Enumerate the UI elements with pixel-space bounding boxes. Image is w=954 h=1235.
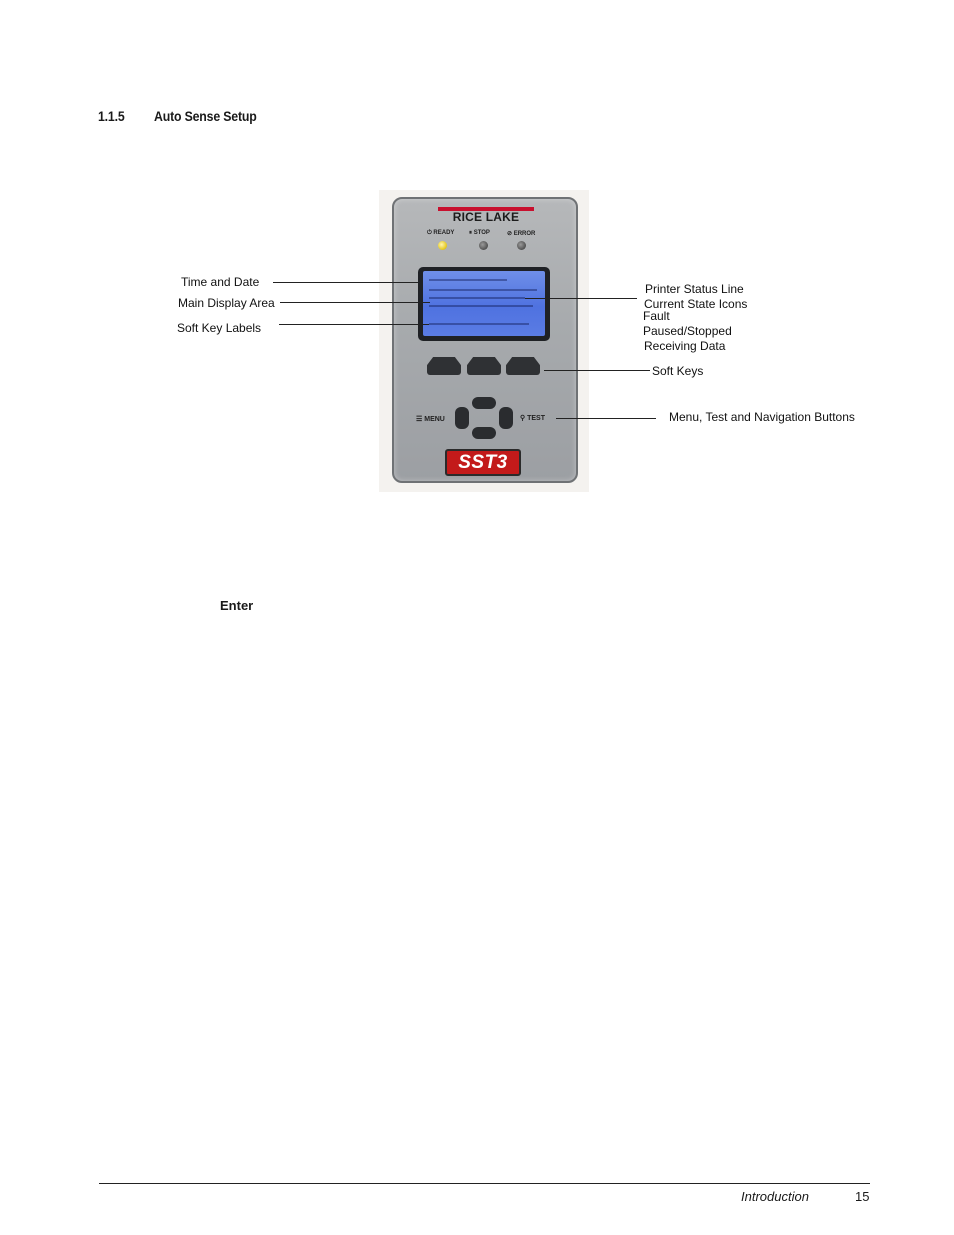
- lcd-status-line: [429, 279, 507, 281]
- lcd-text-line: [429, 305, 533, 307]
- soft-key-3[interactable]: [506, 357, 540, 375]
- pause-icon: ⏸: [469, 230, 473, 236]
- test-label: ⚲ TEST: [520, 415, 545, 422]
- leader-line: [273, 282, 418, 283]
- callout-time-and-date: Time and Date: [181, 275, 260, 289]
- lcd-text-line: [429, 297, 525, 299]
- footer-rule: [99, 1183, 870, 1184]
- lcd-display: [423, 271, 545, 336]
- leader-line: [280, 302, 430, 303]
- error-icon: ⊘: [507, 231, 513, 237]
- indicator-error-label: ⊘ ERROR: [507, 231, 536, 237]
- magnifier-icon: ⚲: [520, 415, 526, 422]
- nav-up-button[interactable]: [472, 397, 496, 409]
- callout-receiving-data: Receiving Data: [644, 339, 726, 353]
- indicator-ready-label: ⏻ READY: [427, 230, 455, 236]
- callout-soft-keys: Soft Keys: [652, 364, 704, 378]
- navigation-pad: [451, 395, 517, 443]
- leader-line: [544, 370, 650, 371]
- nav-right-button[interactable]: [499, 407, 513, 429]
- soft-key-2[interactable]: [467, 357, 501, 375]
- section-title: Auto Sense Setup: [154, 108, 257, 124]
- model-badge: SST3: [445, 449, 521, 476]
- callout-soft-key-labels: Soft Key Labels: [177, 321, 262, 335]
- callout-nav-buttons: Menu, Test and Navigation Buttons: [669, 410, 855, 424]
- page-number: 15: [855, 1189, 870, 1204]
- error-led: [517, 241, 526, 250]
- brand-logo: RICE LAKE: [452, 210, 520, 224]
- callout-current-state-icons: Current State Icons: [644, 297, 748, 311]
- lcd-softkey-labels: [429, 323, 529, 325]
- callout-paused-stopped: Paused/Stopped: [643, 324, 732, 338]
- menu-label: ☰ MENU: [416, 416, 445, 423]
- indicator-stop-label: ⏸ STOP: [469, 230, 490, 236]
- soft-key-1[interactable]: [427, 357, 461, 375]
- ready-led: [438, 241, 447, 250]
- callout-printer-status-line: Printer Status Line: [645, 282, 744, 296]
- section-number: 1.1.5: [98, 108, 125, 124]
- list-icon: ☰: [416, 416, 423, 423]
- callout-fault: Fault: [643, 309, 670, 323]
- nav-left-button[interactable]: [455, 407, 469, 429]
- power-icon: ⏻: [427, 230, 432, 236]
- leader-line: [525, 298, 637, 299]
- lcd-text-line: [429, 289, 537, 291]
- leader-line: [556, 418, 656, 419]
- footer-section-name: Introduction: [741, 1189, 809, 1204]
- nav-down-button[interactable]: [472, 427, 496, 439]
- enter-key-text: Enter: [220, 598, 254, 613]
- stop-led: [479, 241, 488, 250]
- leader-line: [279, 324, 429, 325]
- callout-main-display-area: Main Display Area: [178, 296, 275, 310]
